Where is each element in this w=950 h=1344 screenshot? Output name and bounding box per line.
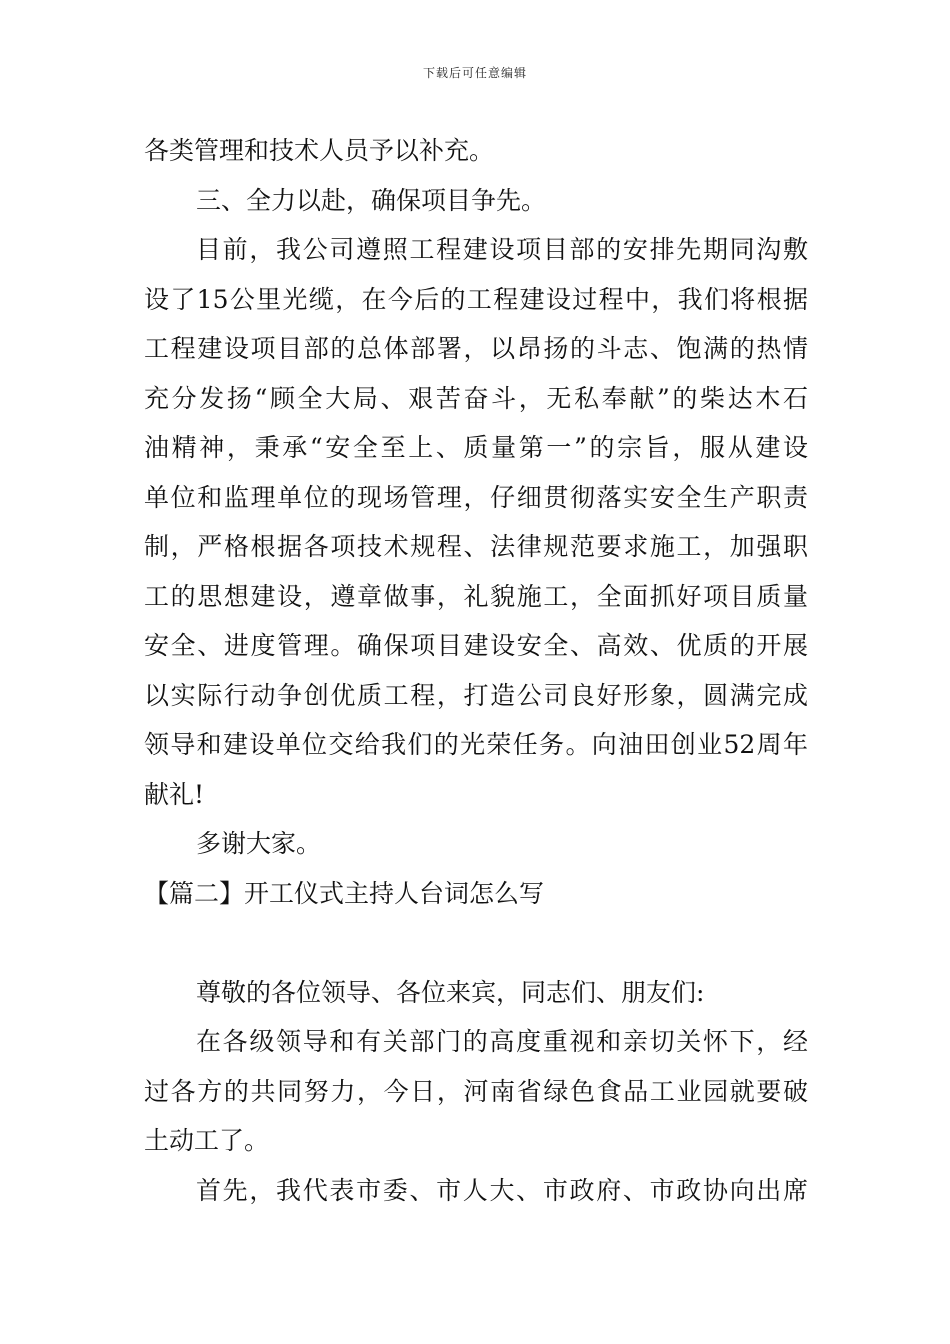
paragraph-line: 献礼! (144, 779, 205, 809)
salutation-line: 尊敬的各位领导、各位来宾，同志们、朋友们: (196, 977, 705, 1007)
paragraph-line: 安全、进度管理。确保项目建设安全、高效、优质的开展 (144, 631, 808, 660)
paragraph-line: 油精神，秉承“安全至上、质量第一”的宗旨，服从建设 (144, 433, 808, 462)
text-line: 各类管理和技术人员予以补充。 (144, 136, 495, 165)
paragraph-line: 单位和监理单位的现场管理，仔细贯彻落实安全生产职责 (144, 482, 808, 512)
paragraph-line: 制，严格根据各项技术规程、法律规范要求施工，加强职 (144, 532, 808, 561)
page-header: 下载后可任意编辑 (422, 66, 527, 80)
paragraph-line: 以实际行动争创优质工程，打造公司良好形象，圆满完成 (144, 680, 808, 710)
paragraph-line: 过各方的共同努力，今日，河南省绿色食品工业园就要破 (144, 1076, 808, 1106)
section-heading: 三、全力以赴，确保项目争先。 (196, 185, 547, 215)
closing-line: 多谢大家。 (196, 829, 322, 858)
document-body (144, 126, 808, 1215)
paragraph-line: 目前，我公司遵照工程建设项目部的安排先期同沟敷 (196, 235, 808, 264)
paragraph-line: 充分发扬“顾全大局、艰苦奋斗，无私奉献”的柴达木石 (144, 383, 808, 413)
paragraph-line: 工程建设项目部的总体部署，以昂扬的斗志、饱满的热情 (144, 334, 808, 363)
paragraph-line: 设了15公里光缆，在今后的工程建设过程中，我们将根据 (144, 284, 808, 314)
paragraph-line: 在各级领导和有关部门的高度重视和亲切关怀下，经 (196, 1027, 808, 1056)
chapter-heading: 【篇二】开工仪式主持人台词怎么写 (144, 878, 545, 908)
paragraph-line: 首先，我代表市委、市人大、市政府、市政协向出席 (196, 1175, 808, 1205)
paragraph-line: 土动工了。 (144, 1126, 270, 1155)
paragraph-line: 工的思想建设，遵章做事，礼貌施工，全面抓好项目质量 (144, 581, 808, 611)
paragraph-line: 领导和建设单位交给我们的光荣任务。向油田创业52周年 (144, 730, 808, 759)
